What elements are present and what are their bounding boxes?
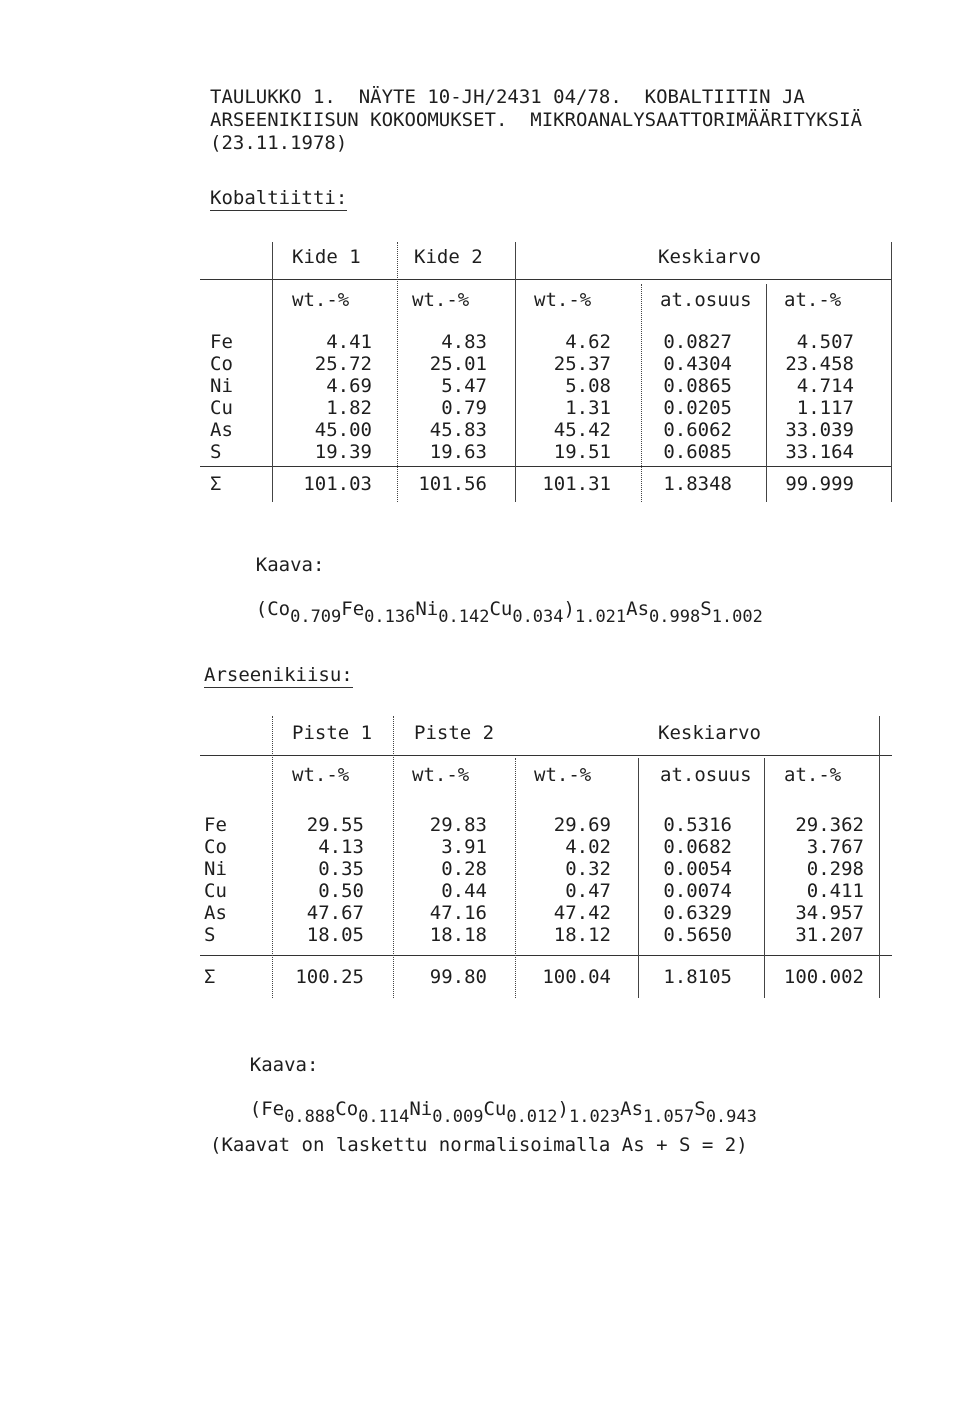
subheader-at-osuus: at.osuus: [660, 289, 752, 311]
subheader-wt-1: wt.-%: [292, 764, 350, 786]
value-cell: 47.67: [306, 902, 364, 924]
value-cell: 33.164: [785, 441, 854, 463]
element-label: Ni: [210, 375, 233, 397]
formula-label: Kaava:: [249, 1054, 319, 1076]
element-label: S: [204, 924, 216, 946]
value-cell: 0.411: [806, 880, 864, 902]
group-header-kide-1: Kide 1: [292, 246, 361, 268]
value-cell: 23.458: [785, 353, 854, 375]
column-separator: [515, 242, 516, 502]
sum-cell: 99.80: [429, 966, 487, 988]
value-cell: 4.62: [565, 331, 611, 353]
sum-cell: 100.04: [542, 966, 611, 988]
document-title-line-2: ARSEENIKIISUN KOKOOMUKSET. MIKROANALYSAATTORIMÄÄRITYKSIÄ: [210, 109, 863, 131]
value-cell: 0.6085: [663, 441, 732, 463]
value-cell: 4.13: [318, 836, 364, 858]
sum-cell: 101.56: [418, 473, 487, 495]
value-cell: 0.5650: [663, 924, 732, 946]
column-separator: [764, 758, 765, 998]
value-cell: 4.714: [796, 375, 854, 397]
group-header-keskiarvo: Keskiarvo: [658, 722, 761, 744]
value-cell: 3.767: [806, 836, 864, 858]
formula-part: $Ni_{0.009}$: [409, 1098, 484, 1127]
header-rule: [200, 279, 892, 280]
column-separator: [891, 242, 892, 502]
sum-cell: 101.31: [542, 473, 611, 495]
value-cell: 1.82: [326, 397, 372, 419]
formula-part: $S_{0.943}$: [694, 1098, 757, 1127]
value-cell: 29.362: [795, 814, 864, 836]
subheader-at-percent: at.-%: [784, 764, 842, 786]
value-cell: 0.6329: [663, 902, 732, 924]
value-cell: 0.6062: [663, 419, 732, 441]
sum-symbol: Σ: [204, 966, 216, 988]
value-cell: 0.0865: [663, 375, 732, 397]
value-cell: 0.0074: [663, 880, 732, 902]
value-cell: 0.44: [441, 880, 487, 902]
value-cell: 1.31: [565, 397, 611, 419]
value-cell: 29.69: [553, 814, 611, 836]
sum-cell: 101.03: [303, 473, 372, 495]
header-rule: [200, 755, 892, 756]
formula-part: $As_{1.057}$: [620, 1098, 695, 1127]
value-cell: 45.00: [314, 419, 372, 441]
subheader-wt-3: wt.-%: [534, 764, 592, 786]
value-cell: 3.91: [441, 836, 487, 858]
sum-rule: [200, 955, 892, 956]
value-cell: 29.55: [306, 814, 364, 836]
element-label: As: [210, 419, 233, 441]
value-cell: 0.0205: [663, 397, 732, 419]
formula-part: $Cu_{0.012}$: [483, 1098, 558, 1127]
element-label: Fe: [210, 331, 233, 353]
value-cell: 0.50: [318, 880, 364, 902]
sum-cell: 1.8348: [663, 473, 732, 495]
value-cell: 0.79: [441, 397, 487, 419]
value-cell: 1.117: [796, 397, 854, 419]
value-cell: 0.28: [441, 858, 487, 880]
formula-part: )$_{1.023}$: [557, 1098, 621, 1127]
value-cell: 25.01: [429, 353, 487, 375]
group-header-piste-1: Piste 1: [292, 722, 373, 744]
value-cell: 0.0682: [663, 836, 732, 858]
element-label: Cu: [210, 397, 233, 419]
value-cell: 5.47: [441, 375, 487, 397]
element-label: Co: [204, 836, 227, 858]
element-label: Ni: [204, 858, 227, 880]
value-cell: 19.51: [553, 441, 611, 463]
value-cell: 0.0054: [663, 858, 732, 880]
column-separator: [638, 758, 639, 998]
column-separator: [766, 284, 767, 502]
footnote: (Kaavat on laskettu normalisoimalla As + S = 2): [210, 1134, 748, 1156]
group-header-keskiarvo: Keskiarvo: [658, 246, 761, 268]
sum-cell: 100.002: [783, 966, 864, 988]
formula-part: $Co_{0.114}$: [335, 1098, 410, 1127]
formula-part: $S_{1.002}$: [700, 598, 763, 627]
value-cell: 4.507: [796, 331, 854, 353]
formula-part: ($Co_{0.709}$: [255, 598, 342, 627]
element-label: As: [204, 902, 227, 924]
arseenikiisu-heading: Arseenikiisu:: [204, 664, 353, 686]
column-separator: [515, 758, 516, 998]
element-label: Fe: [204, 814, 227, 836]
document-title-line-3: (23.11.1978): [210, 132, 348, 154]
value-cell: 19.39: [314, 441, 372, 463]
group-header-kide-2: Kide 2: [414, 246, 483, 268]
column-separator: [879, 716, 880, 998]
subheader-at-osuus: at.osuus: [660, 764, 752, 786]
subheader-wt-3: wt.-%: [534, 289, 592, 311]
column-separator: [272, 716, 273, 998]
element-label: Co: [210, 353, 233, 375]
value-cell: 0.5316: [663, 814, 732, 836]
value-cell: 18.05: [306, 924, 364, 946]
formula-part: )$_{1.021}$: [563, 598, 627, 627]
value-cell: 29.83: [429, 814, 487, 836]
sum-cell: 99.999: [785, 473, 854, 495]
formula-part: ($Fe_{0.888}$: [249, 1098, 336, 1127]
value-cell: 31.207: [795, 924, 864, 946]
kobaltiitti-formula: [210, 532, 763, 649]
sum-cell: 1.8105: [663, 966, 732, 988]
value-cell: 0.0827: [663, 331, 732, 353]
formula-part: $Ni_{0.142}$: [415, 598, 490, 627]
value-cell: 4.41: [326, 331, 372, 353]
sum-cell: 100.25: [295, 966, 364, 988]
value-cell: 18.12: [553, 924, 611, 946]
value-cell: 18.18: [429, 924, 487, 946]
sum-symbol: Σ: [210, 473, 222, 495]
value-cell: 0.298: [806, 858, 864, 880]
column-separator: [393, 716, 394, 998]
formula-part: $Cu_{0.034}$: [489, 598, 564, 627]
value-cell: 4.02: [565, 836, 611, 858]
value-cell: 34.957: [795, 902, 864, 924]
kobaltiitti-heading: Kobaltiitti:: [210, 187, 348, 209]
value-cell: 4.83: [441, 331, 487, 353]
value-cell: 5.08: [565, 375, 611, 397]
sum-rule: [200, 466, 892, 467]
column-separator: [641, 284, 642, 502]
value-cell: 47.42: [553, 902, 611, 924]
element-label: S: [210, 441, 222, 463]
formula-label: Kaava:: [255, 554, 325, 576]
value-cell: 0.32: [565, 858, 611, 880]
column-separator: [272, 242, 273, 502]
value-cell: 25.37: [553, 353, 611, 375]
group-header-piste-2: Piste 2: [414, 722, 495, 744]
formula-part: $As_{0.998}$: [626, 598, 701, 627]
value-cell: 4.69: [326, 375, 372, 397]
subheader-wt-2: wt.-%: [412, 289, 470, 311]
formula-part: $Fe_{0.136}$: [341, 598, 416, 627]
value-cell: 45.42: [553, 419, 611, 441]
value-cell: 47.16: [429, 902, 487, 924]
value-cell: 33.039: [785, 419, 854, 441]
value-cell: 0.4304: [663, 353, 732, 375]
subheader-wt-1: wt.-%: [292, 289, 350, 311]
value-cell: 45.83: [429, 419, 487, 441]
subheader-wt-2: wt.-%: [412, 764, 470, 786]
column-separator: [397, 242, 398, 502]
subheader-at-percent: at.-%: [784, 289, 842, 311]
element-label: Cu: [204, 880, 227, 902]
arseenikiisu-formula: [204, 1032, 757, 1149]
value-cell: 19.63: [429, 441, 487, 463]
value-cell: 25.72: [314, 353, 372, 375]
value-cell: 0.47: [565, 880, 611, 902]
value-cell: 0.35: [318, 858, 364, 880]
document-title-line-1: TAULUKKO 1. NÄYTE 10-JH/2431 04/78. KOBALTIITIN JA: [210, 86, 805, 108]
